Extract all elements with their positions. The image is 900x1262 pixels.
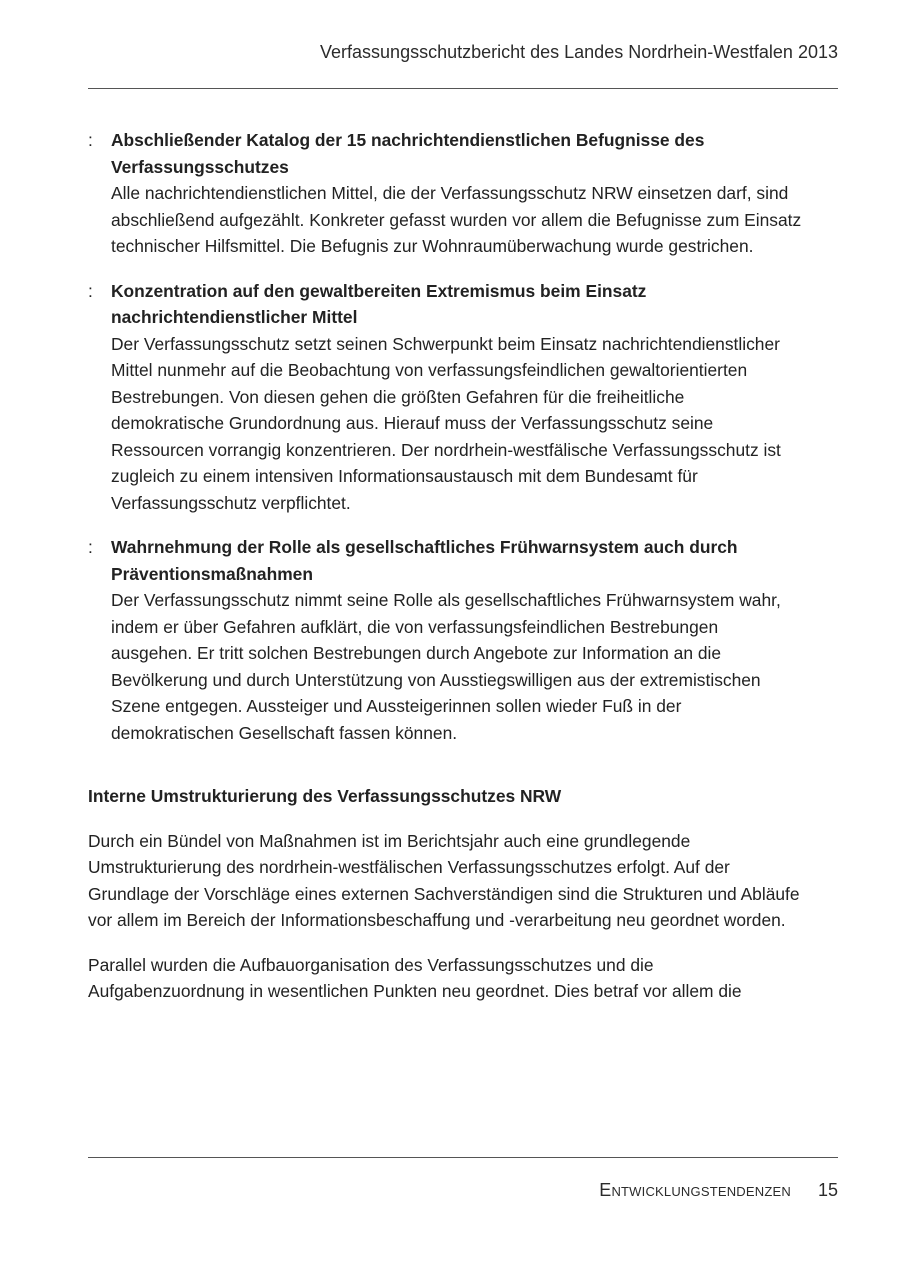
bullet-body: Der Verfassungsschutz nimmt seine Rolle als gesellschaftliches Frühwarnsystem wahr, indem er über Gefahren aufklärt, die von verfassungsfeindlichen Bestrebungen ausgehen. Er tritt solchen Bestrebungen durch Angebote zur Information an die Bevölkerung und durch Unterstützung von Ausstiegswilligen aus der extremistischen Szene entgegen. Aussteiger und Aussteigerinnen sollen wieder Fuß in der demokratischen Gesellschaft fassen können. [111, 590, 781, 743]
running-footer [599, 1180, 838, 1201]
page-number: 15 [817, 1180, 838, 1200]
section-heading: Interne Umstrukturierung des Verfassungsschutzes NRW [88, 786, 562, 806]
bullet-marker: : [88, 537, 93, 557]
bullet-marker: : [88, 280, 93, 301]
body-paragraph: Parallel wurden die Aufbauorganisation des Verfassungsschutzes und die Aufgabenzuordnung in wesentlichen Punkten neu geordnet. Dies betraf vor allem die [88, 954, 742, 1001]
bullet-body: Alle nachrichtendienstlichen Mittel, die der Verfassungsschutz NRW einsetzen darf, sind abschließend aufgezählt. Konkreter gefasst wurden vor allem die Befugnisse zum Einsatz technischer Hilfsmittel. Die Befugnis zur Wohnraumüberwachung wurde gestrichen. [111, 183, 802, 256]
list-item [88, 127, 802, 260]
footer-divider [88, 1157, 838, 1158]
bullet-title: Konzentration auf den gewaltbereiten Extremismus beim Einsatz nachrichtendienstlicher Mittel [111, 280, 647, 327]
bullet-title: Abschließender Katalog der 15 nachrichtendienstlichen Befugnisse des Verfassungsschutzes [111, 130, 705, 177]
footer-section-name: Entwicklungstendenzen [599, 1180, 791, 1200]
bullet-title: Wahrnehmung der Rolle als gesellschaftliches Frühwarnsystem auch durch Präventionsmaßnahmen [111, 537, 738, 584]
list-item [88, 278, 802, 517]
bullet-body: Der Verfassungsschutz setzt seinen Schwerpunkt beim Einsatz nachrichtendienstlicher Mittel nunmehr auf die Beobachtung von verfassungsfeindlichen gewaltorientierten Bestrebungen. Von diesen gehen die größten Gefahren für die freiheitliche demokratische Grundordnung aus. Hierauf muss der Verfassungsschutz seine Ressourcen vorrangig konzentrieren. Der nordrhein-westfälische Verfassungsschutz ist zugleich zu einem intensiven Informationsaustausch mit dem Bundesamt für Verfassungsschutz verpflichtet. [111, 333, 781, 513]
list-item [88, 534, 802, 746]
page-body [88, 127, 802, 1023]
running-header: Verfassungsschutzbericht des Landes Nordrhein-Westfalen 2013 [320, 42, 838, 62]
body-paragraph: Durch ein Bündel von Maßnahmen ist im Berichtsjahr auch eine grundlegende Umstrukturierung des nordrhein-westfälischen Verfassungsschutzes erfolgt. Auf der Grundlage der Vorschläge eines externen Sachverständigen sind die Strukturen und Abläufe vor allem im Bereich der Informationsbeschaffung und -verarbeitung neu geordnet worden. [88, 830, 800, 930]
header-divider [88, 88, 838, 89]
bullet-marker: : [88, 130, 93, 150]
